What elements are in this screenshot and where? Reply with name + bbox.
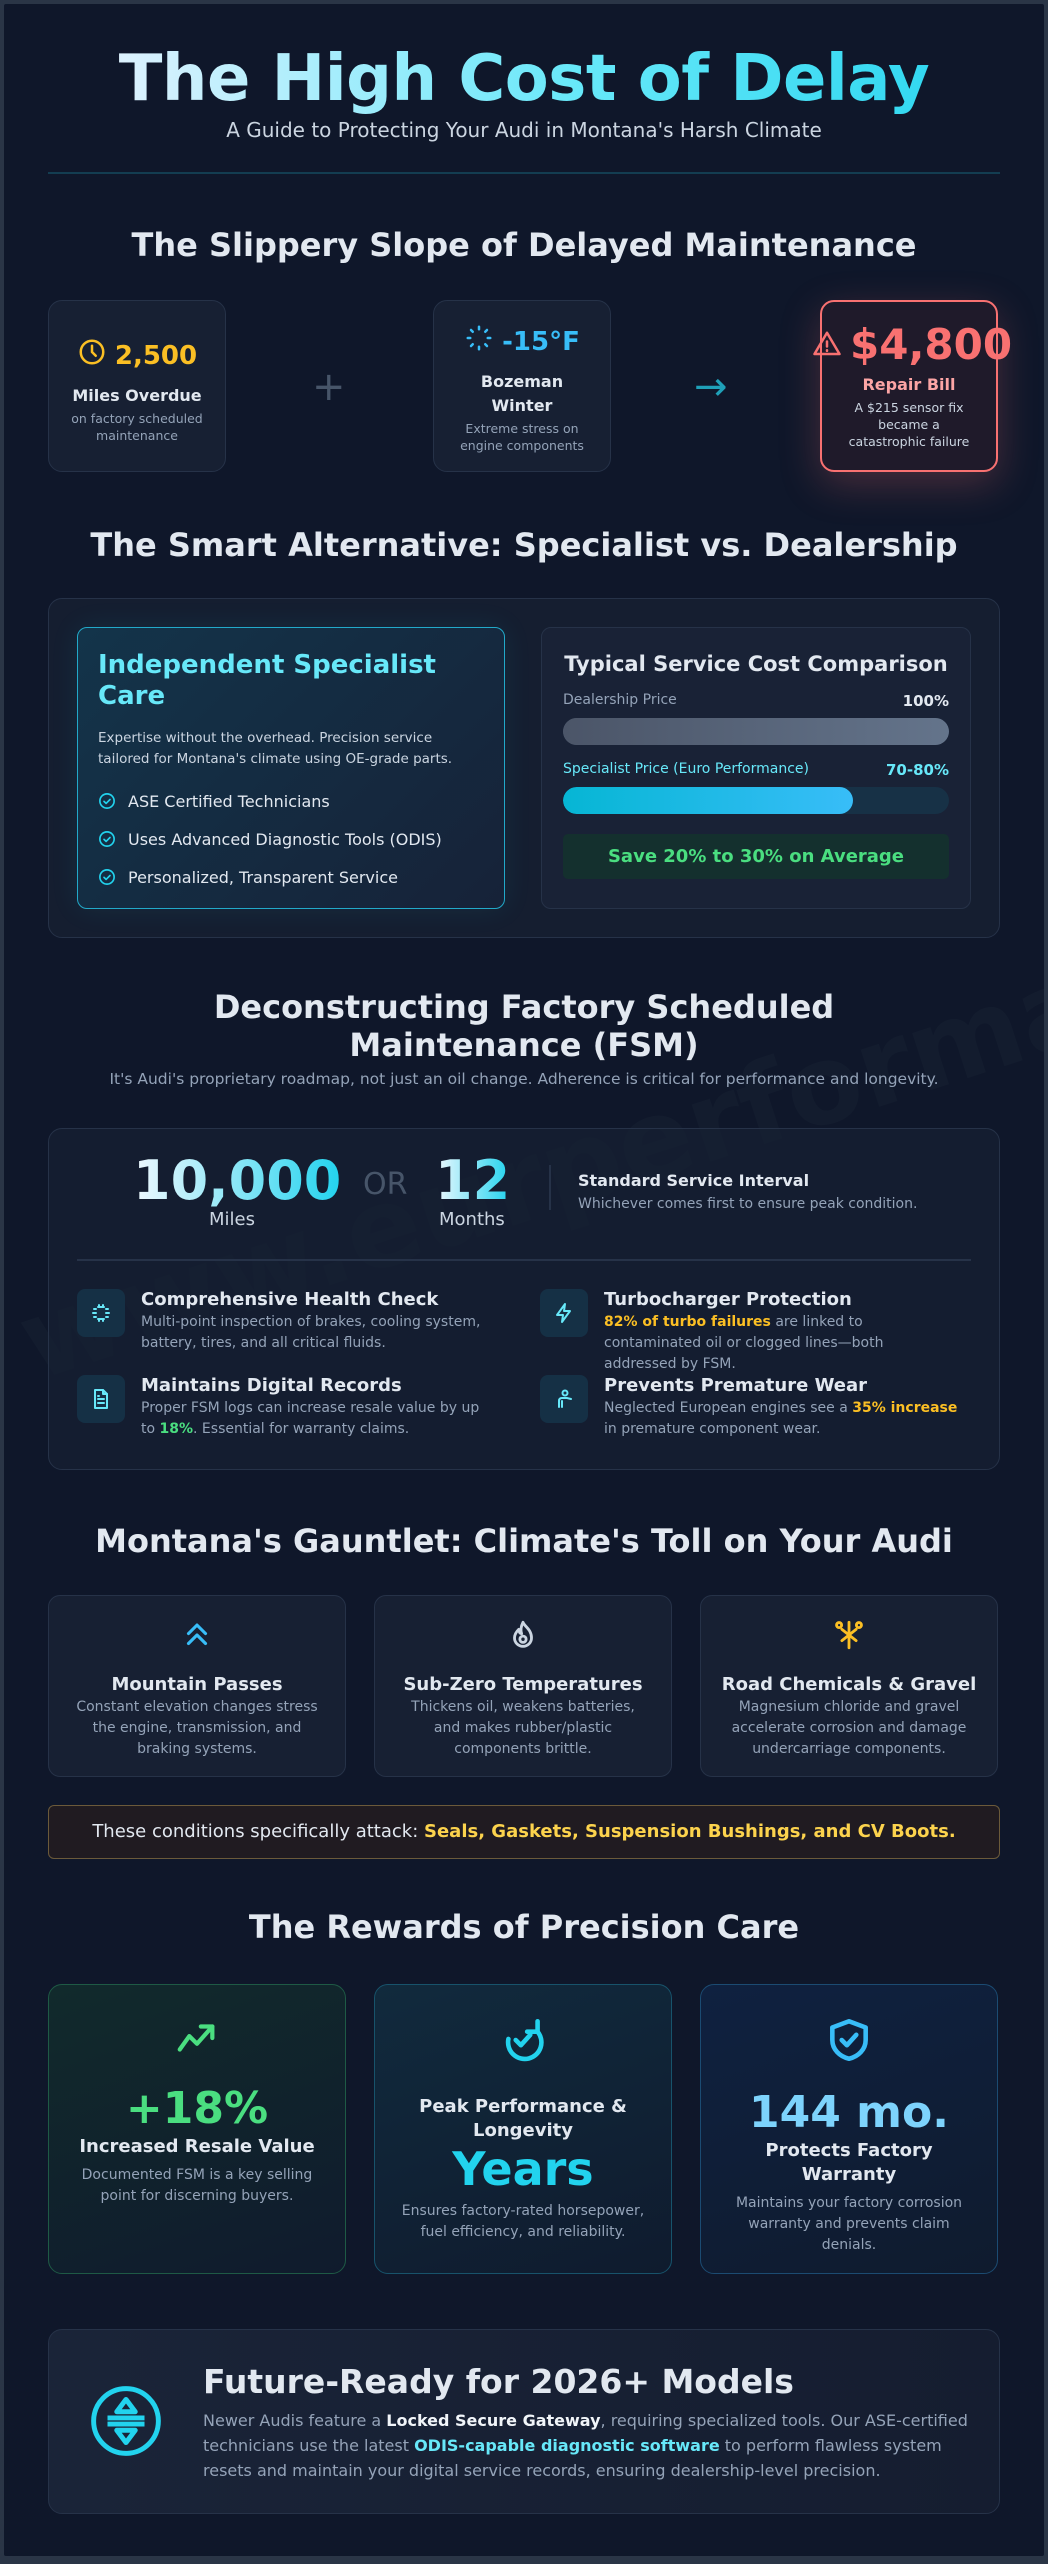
cost-comparison-heading: Typical Service Cost Comparison [564,652,948,676]
temperature-value: -15°F [502,326,580,357]
feature-health-check: Comprehensive Health Check Multi-point inspection of brakes, cooling system, battery, tires, and all critical fluids. [77,1289,497,1354]
interval-title: Standard Service Interval [578,1171,810,1190]
section-title-gauntlet: Montana's Gauntlet: Climate's Toll on Your Audi [95,1522,953,1560]
specialist-desc: Expertise without the overhead. Precision service tailored for Montana's climate using OE-grade parts. [98,730,453,767]
months-interval-label: Months [439,1209,505,1230]
check-circle-icon [98,830,116,848]
miles-interval-label: Miles [209,1209,255,1230]
resale-value-card: +18% Increased Resale Value Documented FSM is a key selling point for discerning buyers. [48,1984,346,2274]
dealer-price-bar [563,718,949,745]
peak-performance-card: Peak Performance & Longevity Years Ensures factory-rated horsepower, fuel efficiency, and reliability. [374,1984,672,2274]
specialist-price-bar [563,787,949,814]
person-wear-icon [540,1375,588,1423]
bozeman-winter-desc: Extreme stress on engine components [460,421,584,453]
savings-badge: Save 20% to 30% on Average [563,834,949,879]
interval-divider [549,1165,551,1210]
benefit-item: ASE Certified Technicians [98,782,484,820]
refresh-check-icon [498,2015,548,2065]
miles-interval-value: 10,000 [133,1149,342,1212]
chemical-gravel-icon [832,1618,866,1652]
repair-bill-label: Repair Bill [862,375,956,394]
page-subtitle: A Guide to Protecting Your Audi in Montana's Harsh Climate [226,118,822,142]
health-check-icon [77,1289,125,1337]
feature-turbo-protection: Turbocharger Protection 82% of turbo failures are linked to contaminated oil or clogged lines—both addressed by FSM. [540,1289,960,1375]
secure-gateway-icon [89,2384,163,2458]
specialist-card [77,627,505,909]
fsm-subtitle: It's Audi's proprietary roadmap, not just an oil change. Adherence is critical for performance and longevity. [109,1070,939,1088]
specialist-heading: Independent Specialist Care [98,650,436,711]
or-separator: OR [363,1167,408,1202]
warning-triangle-icon [812,320,842,369]
feature-premature-wear: Prevents Premature Wear Neglected European engines see a 35% increase in premature component wear. [540,1375,960,1440]
future-ready-panel [48,2329,1000,2514]
benefit-item: Uses Advanced Diagnostic Tools (ODIS) [98,820,484,858]
section-title-fsm: Deconstructing Factory Scheduled Maintenance (FSM) [213,988,835,1064]
repair-bill-desc: A $215 sensor fix became a catastrophic failure [848,400,970,449]
miles-overdue-card [48,300,226,472]
dealer-price-row: Dealership Price 100% [563,692,949,710]
repair-bill-value: $4,800 [850,320,1013,369]
section-title-rewards: The Rewards of Precision Care [248,1908,800,1946]
mountain-passes-card: Mountain Passes Constant elevation changes stress the engine, transmission, and braking systems. [48,1595,346,1777]
comparison-panel [48,598,1000,938]
cost-comparison-card [541,627,971,909]
check-circle-icon [98,868,116,886]
lightning-bolt-icon [540,1289,588,1337]
double-chevron-up-icon [180,1618,214,1652]
page-title: The High Cost of Delay [4,42,1044,116]
factory-warranty-card: 144 mo. Protects Factory Warranty Maintains your factory corrosion warranty and prevents claim denials. [700,1984,998,2274]
fsm-panel [48,1128,1000,1470]
plus-icon: + [312,364,346,410]
feature-digital-records: Maintains Digital Records Proper FSM logs can increase resale value by up to 18%. Essential for warranty claims. [77,1375,497,1440]
months-interval-value: 12 [435,1149,511,1212]
document-icon [77,1375,125,1423]
miles-overdue-value: 2,500 [114,340,198,371]
future-ready-title: Future-Ready for 2026+ Models [203,2362,794,2401]
clock-icon [77,337,107,374]
section-title-alternative: The Smart Alternative: Specialist vs. Dealership [90,526,958,564]
miles-overdue-desc: on factory scheduled maintenance [71,411,203,443]
check-circle-icon [98,792,116,810]
specialist-benefits [98,782,484,896]
header-divider [48,172,1000,174]
attack-callout: These conditions specifically attack: Seals, Gaskets, Suspension Bushings, and CV Boots. [48,1805,1000,1859]
interval-desc: Whichever comes first to ensure peak condition. [578,1196,918,1212]
section-title-slope: The Slippery Slope of Delayed Maintenance [131,226,917,264]
sub-zero-card: Sub-Zero Temperatures Thickens oil, weakens batteries, and makes rubber/plastic components brittle. [374,1595,672,1777]
shield-check-icon [824,2015,874,2065]
infographic-page [4,4,1044,2556]
miles-overdue-label: Miles Overdue [72,386,202,405]
fsm-divider [77,1259,971,1261]
snowflake-loader-icon [464,323,494,360]
road-chemicals-card: Road Chemicals & Gravel Magnesium chloride and gravel accelerate corrosion and damage undercarriage components. [700,1595,998,1777]
bozeman-winter-card [433,300,611,472]
bozeman-winter-label: Bozeman Winter [480,372,564,415]
repair-bill-card [820,300,1013,472]
benefit-item: Personalized, Transparent Service [98,858,484,896]
specialist-price-row: Specialist Price (Euro Performance) 70-80% [563,761,949,779]
future-ready-desc: Newer Audis feature a Locked Secure Gateway, requiring specialized tools. Our ASE-certified technicians use the latest ODIS-capable diagnostic software to perform flawless system resets and maintain your digital service records, ensuring dealership-level precision. [203,2411,968,2480]
trending-up-icon [174,2015,220,2061]
flame-icon [506,1618,540,1652]
arrow-right-icon: → [694,364,728,410]
